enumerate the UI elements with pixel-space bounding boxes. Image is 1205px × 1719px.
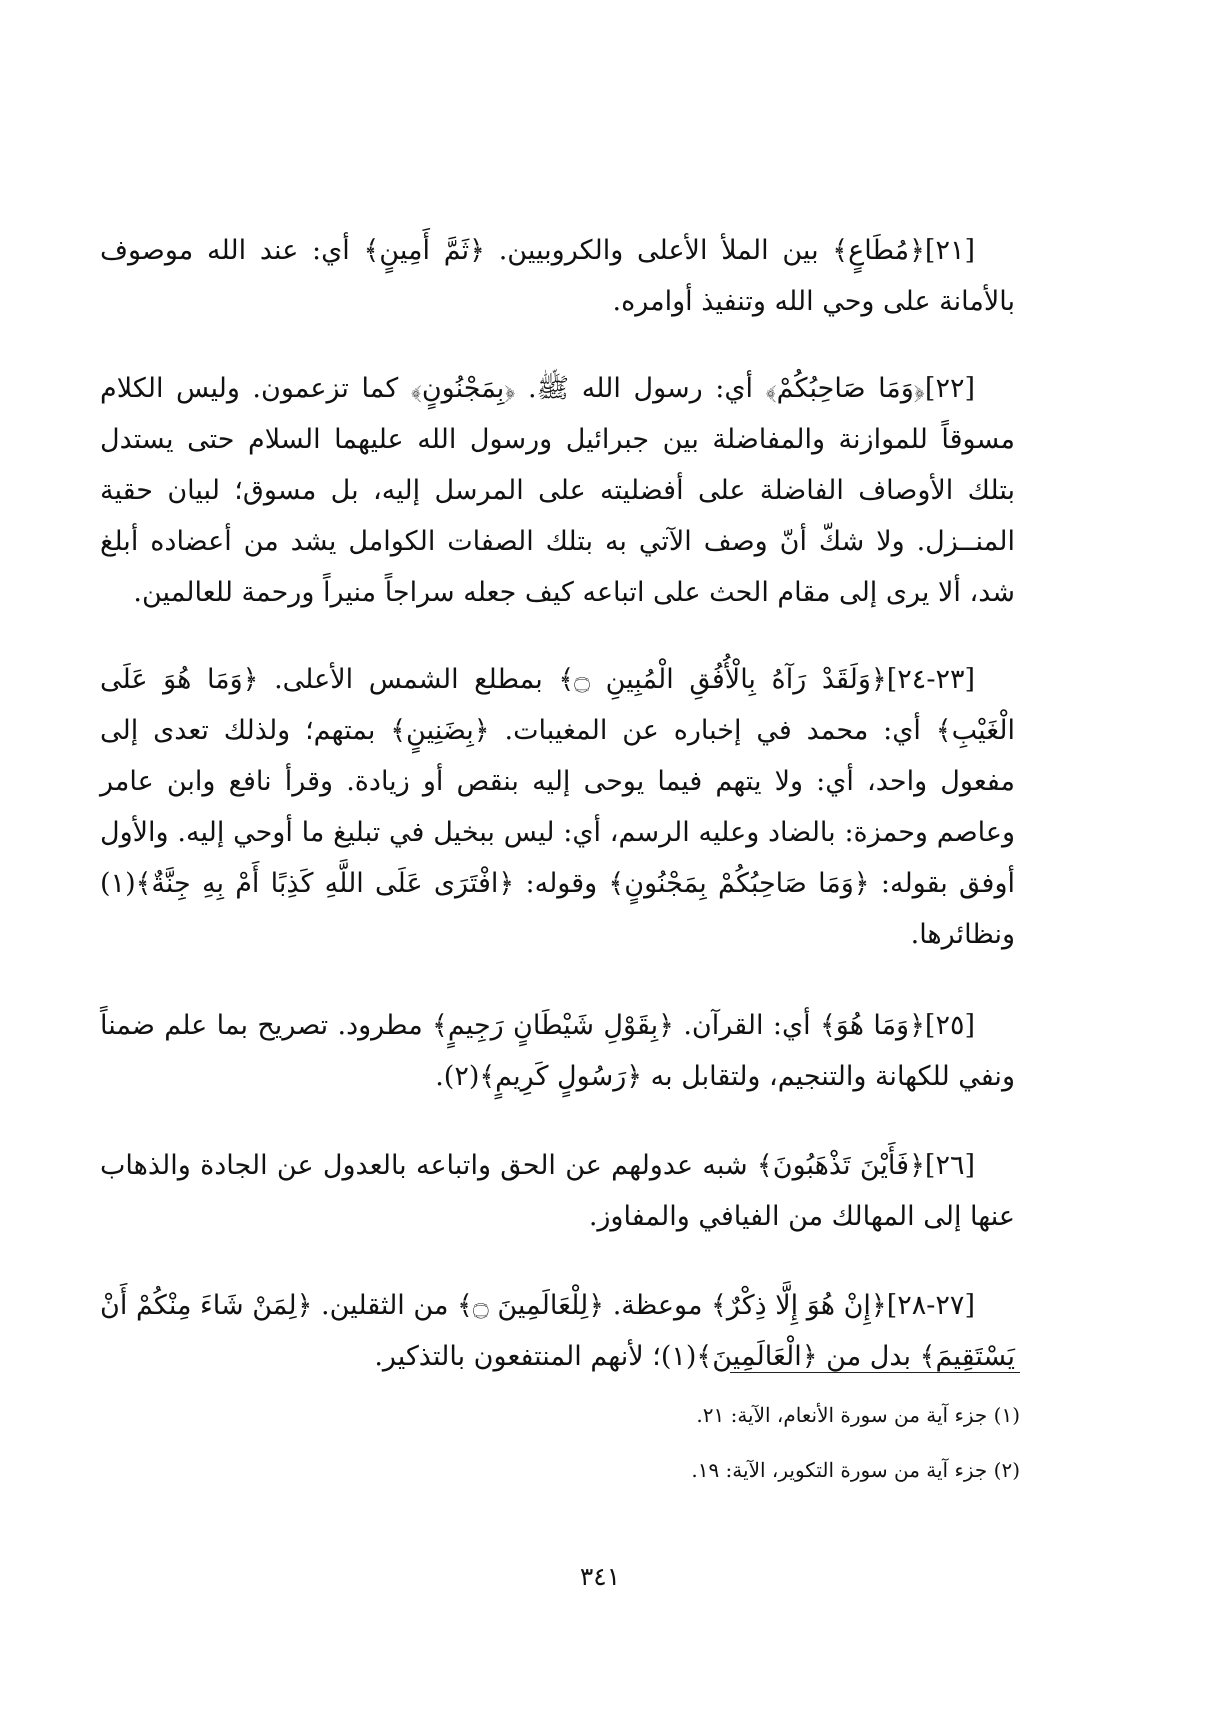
- main-text: [100, 225, 1015, 1420]
- footnotes: [600, 1388, 1020, 1498]
- footnote-1: (١) جزء آية من سورة الأنعام، الآية: ٢١.: [696, 1403, 1020, 1427]
- paragraph-verses-23-24: [٢٣-٢٤]﴿وَلَقَدْ رَآهُ بِالْأُفُقِ الْمُبِينِ ۝﴾ بمطلع الشمس الأعلى. ﴿وَمَا هُوَ عَلَى الْغَيْبِ﴾ أي: محمد في إخباره عن المغيبات. ﴿بِضَنِينٍ﴾ بمتهم؛ ولذلك تعدى إلى مفعول واحد، أي: ولا يتهم فيما يوحى إليه بنقص أو زيادة. وقرأ نافع وابن عامر وعاصم وحمزة: بالضاد وعليه الرسم، أي: ليس ببخيل في تبليغ ما أوحي إليه. والأول أوفق بقوله: ﴿وَمَا صَاحِبُكُمْ بِمَجْنُونٍ﴾ وقوله: ﴿افْتَرَى عَلَى اللَّهِ كَذِبًا أَمْ بِهِ جِنَّةٌ﴾(١) ونظائرها.: [100, 664, 1015, 950]
- paragraph-verse-26: [٢٦]﴿فَأَيْنَ تَذْهَبُونَ﴾ شبه عدولهم عن الحق واتباعه بالعدول عن الجادة والذهاب عنها إلى المهالك من الفيافي والمفاوز.: [100, 1150, 1015, 1232]
- paragraph-verse-25: [٢٥]﴿وَمَا هُوَ﴾ أي: القرآن. ﴿بِقَوْلِ شَيْطَانٍ رَجِيمٍ﴾ مطرود. تصريح بما علم ضمناً ونفي للكهانة والتنجيم، ولتقابل به ﴿رَسُولٍ كَرِيمٍ﴾(٢).: [100, 1010, 1015, 1092]
- paragraph-verse-21: [٢١]﴿مُطَاعٍ﴾ بين الملأ الأعلى والكروبيين. ﴿ثَمَّ أَمِينٍ﴾ أي: عند الله موصوف بالأمانة على وحي الله وتنفيذ أوامره.: [100, 235, 1015, 317]
- page-number: ٣٤١: [579, 1562, 621, 1591]
- footnote-2: (٢) جزء آية من سورة التكوير، الآية: ١٩.: [691, 1458, 1020, 1482]
- paragraph-verses-27-28: [٢٧-٢٨]﴿إِنْ هُوَ إِلَّا ذِكْرٌ﴾ موعظة. ﴿لِلْعَالَمِينَ ۝﴾ من الثقلين. ﴿لِمَنْ شَاءَ مِنْكُمْ أَنْ يَسْتَقِيمَ﴾ بدل من ﴿الْعَالَمِينَ﴾(١)؛ لأنهم المنتفعون بالتذكير.: [100, 1290, 1015, 1372]
- paragraph-verse-22: [٢٢]﴿وَمَا صَاحِبُكُمْ﴾ أي: رسول الله ﷺ. ﴿بِمَجْنُونٍ﴾ كما تزعمون. وليس الكلام مسوقاً للموازنة والمفاضلة بين جبرائيل ورسول الله عليهما السلام حتى يستدل بتلك الأوصاف الفاضلة على أفضليته على المرسل إليه، بل مسوق؛ لبيان حقية المنــزل. ولا شكّ أنّ وصف الآتي به بتلك الصفات الكوامل يشد من أعضاده أبلغ شد، ألا يرى إلى مقام الحث على اتباعه كيف جعله سراجاً منيراً ورحمة للعالمين.: [100, 373, 1015, 608]
- footnote-divider: [730, 1372, 1020, 1373]
